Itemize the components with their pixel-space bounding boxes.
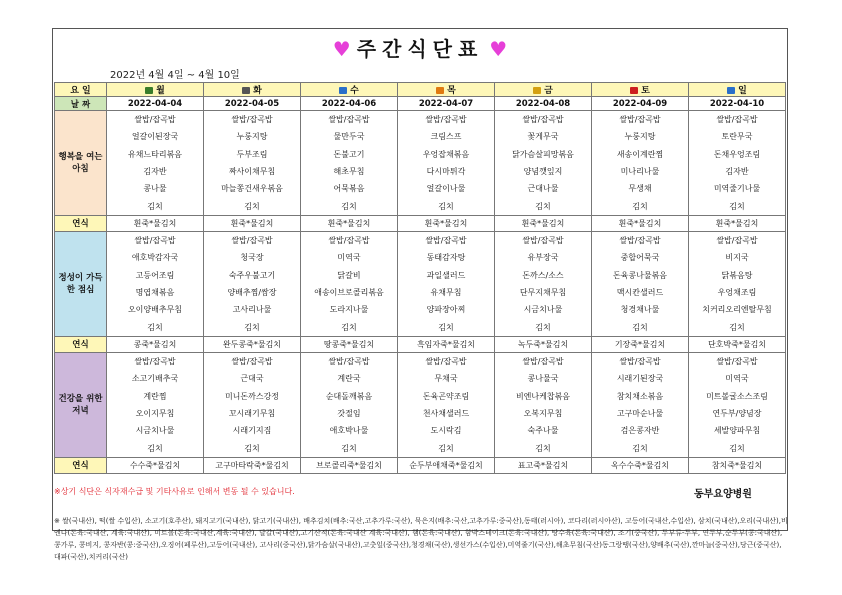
menu-item: 김치 (341, 201, 357, 211)
breakfast-row (55, 111, 786, 216)
breakfast-label: 행복을 여는 아침 (55, 111, 107, 216)
date-row (55, 97, 786, 111)
menu-item: 돈육콩나물볶음 (612, 270, 668, 280)
menu-item: 유채느타리볶음 (127, 149, 183, 159)
menu-item: 고등어조림 (135, 270, 175, 280)
lunch-day-cell (204, 232, 301, 337)
menu-item: 김치 (244, 201, 260, 211)
menu-item: 세발양파무침 (713, 426, 761, 436)
day-name: 금 (544, 86, 553, 96)
menu-table (54, 82, 786, 474)
menu-item: 김치 (341, 322, 357, 332)
menu-item: 쌀밥/잡곡밥 (134, 115, 176, 125)
day-cell (592, 83, 689, 97)
day-cell (689, 83, 786, 97)
menu-item: 돈채우엉조림 (713, 149, 761, 159)
snack-cell: 브로콜리죽*물김치 (301, 458, 398, 474)
snack-cell: 흰죽*물김치 (689, 216, 786, 232)
menu-item: 쌀밥/잡곡밥 (425, 357, 467, 367)
menu-item: 김치 (729, 443, 745, 453)
date-cell: 2022-04-05 (204, 97, 301, 111)
date-cell: 2022-04-08 (495, 97, 592, 111)
date-cell: 2022-04-09 (592, 97, 689, 111)
menu-item: 김치 (535, 443, 551, 453)
menu-item: 김치 (147, 322, 163, 332)
menu-item: 미역줄기나물 (713, 184, 761, 194)
snack-cell: 단호박죽*물김치 (689, 337, 786, 353)
menu-item: 돈까스/소스 (522, 270, 564, 280)
day-icon (339, 87, 347, 94)
menu-item: 콩나물국 (527, 374, 559, 384)
menu-item: 꽃게무국 (527, 132, 559, 142)
menu-item: 해초무침 (333, 167, 365, 177)
day-name: 일 (738, 86, 747, 96)
snack-cell: 기장죽*물김치 (592, 337, 689, 353)
snack-cell: 흰죽*물김치 (107, 216, 204, 232)
menu-item: 근대나물 (527, 184, 559, 194)
menu-item: 오이양배추무침 (127, 305, 183, 315)
day-cell (204, 83, 301, 97)
menu-item: 누룽지탕 (236, 132, 268, 142)
menu-item: 쌀밥/잡곡밥 (425, 115, 467, 125)
snack-cell: 흰죽*물김치 (592, 216, 689, 232)
menu-item: 누룽지탕 (624, 132, 656, 142)
menu-item: 마늘쫑건새우볶음 (221, 184, 283, 194)
day-name: 화 (253, 86, 262, 96)
breakfast-day-cell (301, 111, 398, 216)
menu-item: 쌀밥/잡곡밥 (231, 236, 273, 246)
menu-item: 김치 (729, 322, 745, 332)
day-name: 월 (156, 86, 165, 96)
dinner-day-cell (689, 353, 786, 458)
breakfast-day-cell (689, 111, 786, 216)
menu-item: 도라지나물 (329, 305, 369, 315)
menu-item: 양배추찜/쌈장 (227, 288, 277, 298)
menu-item: 청국장 (240, 253, 264, 263)
menu-item: 쌀밥/잡곡밥 (328, 115, 370, 125)
snack-cell: 흰죽*물김치 (398, 216, 495, 232)
menu-item: 근대국 (240, 374, 264, 384)
menu-item: 닭가슴살피망볶음 (512, 149, 574, 159)
menu-item: 시래기된장국 (616, 374, 664, 384)
day-icon (436, 87, 444, 94)
page-title (52, 33, 788, 62)
snack-cell: 흰죽*물김치 (204, 216, 301, 232)
menu-item: 쌀밥/잡곡밥 (716, 236, 758, 246)
menu-item: 쌀밥/잡곡밥 (619, 236, 661, 246)
snack-label: 연식 (55, 458, 107, 474)
date-cell: 2022-04-06 (301, 97, 398, 111)
menu-item: 김치 (438, 322, 454, 332)
snack-cell: 콩죽*물김치 (107, 337, 204, 353)
menu-item: 쌀밥/잡곡밥 (522, 115, 564, 125)
lunch-day-cell (398, 232, 495, 337)
menu-item: 닭볶음탕 (721, 270, 753, 280)
menu-item: 계란찜 (143, 391, 167, 401)
heart-icon: ♥ (332, 37, 351, 61)
snack-cell: 수수죽*물김치 (107, 458, 204, 474)
snack-cell: 땅콩죽*물김치 (301, 337, 398, 353)
menu-item: 맥시칸샐러드 (616, 288, 664, 298)
day-icon (145, 87, 153, 94)
day-icon (242, 87, 250, 94)
day-header-label: 요 일 (55, 83, 107, 97)
menu-item: 쌀밥/잡곡밥 (231, 357, 273, 367)
snack-cell: 고구마타락죽*물김치 (204, 458, 301, 474)
breakfast-day-cell (592, 111, 689, 216)
menu-item: 미역국 (725, 374, 749, 384)
menu-item: 쌀밥/잡곡밥 (134, 357, 176, 367)
menu-item: 쌀밥/잡곡밥 (134, 236, 176, 246)
dinner-snack-row (55, 458, 786, 474)
snack-cell: 완두콩죽*물김치 (204, 337, 301, 353)
day-name: 목 (447, 86, 456, 96)
notice-text: ※상기 식단은 식자재수급 및 기타사유로 인해서 변동 될 수 있습니다. (54, 487, 295, 496)
breakfast-day-cell (398, 111, 495, 216)
day-cell (107, 83, 204, 97)
menu-item: 토란무국 (721, 132, 753, 142)
day-cell (301, 83, 398, 97)
menu-item: 쌀밥/잡곡밥 (231, 115, 273, 125)
date-cell: 2022-04-04 (107, 97, 204, 111)
day-icon (533, 87, 541, 94)
menu-item: 꼬시래기무침 (228, 409, 276, 419)
menu-item: 우엉잡채볶음 (422, 149, 470, 159)
heart-icon: ♥ (489, 37, 508, 61)
day-name: 수 (350, 86, 359, 96)
menu-item: 소고기배추국 (131, 374, 179, 384)
snack-cell: 흰죽*물김치 (495, 216, 592, 232)
date-cell: 2022-04-07 (398, 97, 495, 111)
menu-item: 도시락김 (430, 426, 462, 436)
menu-item: 과일샐러드 (426, 270, 466, 280)
menu-item: 김치 (729, 201, 745, 211)
menu-item: 어묵볶음 (333, 184, 365, 194)
menu-item: 쌀밥/잡곡밥 (716, 115, 758, 125)
menu-item: 쌀밥/잡곡밥 (619, 115, 661, 125)
menu-item: 오이지무침 (135, 409, 175, 419)
origin-info: ※ 쌀(국내산), 떡(쌀 수입산), 소고기(호주산), 돼지고기(국내산), 닭고기(국내산), 배추김치(배추:국산,고추가루:국산), 묵은지(배추:국산,고추가루:중국산),동태(러시아), 코다리(러시아산), 고등어(국내산,수입산), 삼치(국내산),오리(국내산),비엔나(돈육:국내산, 계육:국내산), 미트볼(돈육:국내산,계육:국내산), 달걀(국내산),고기산적(돈육:국내산 계육:국내산), 햄(돈육:국내산), 함박스테이크(돈육:국내산), 탕수육(돈육:국내산), 조기(중국산), 두부류-두부, 연두부,순두부(콩:국내산), 콩가루, 콩비지, 콩자반(콩:중국산),오징어(페루산),고등어(국내산), 고사리(중국산),닭가슴살(국내산),고춧잎(중국산),청경채(국산),생선가스(수입산),미역줄기(국산),해초무침(국산)동그랑땡(국산),양배추(국산),깐마늘(중국산),당근(중국산),대파(국산),치커리(국산) (54, 517, 788, 561)
menu-item: 김치 (535, 201, 551, 211)
day-row (55, 83, 786, 97)
menu-item: 무생채 (628, 184, 652, 194)
snack-cell: 옥수수죽*물김치 (592, 458, 689, 474)
menu-item: 크림스프 (430, 132, 462, 142)
menu-item: 시금치나물 (135, 426, 175, 436)
menu-item: 쌀밥/잡곡밥 (328, 357, 370, 367)
menu-item: 중합어묵국 (620, 253, 660, 263)
date-cell: 2022-04-10 (689, 97, 786, 111)
menu-item: 순대돌깨볶음 (325, 391, 373, 401)
menu-item: 동태감자탕 (426, 253, 466, 263)
snack-cell: 표고죽*물김치 (495, 458, 592, 474)
menu-item: 연두부/양념장 (712, 409, 762, 419)
menu-item: 비지국 (725, 253, 749, 263)
lunch-day-cell (107, 232, 204, 337)
hospital-name: 동부요양병원 (694, 489, 752, 500)
lunch-snack-row (55, 337, 786, 353)
menu-item: 김치 (632, 322, 648, 332)
lunch-label: 정성이 가득한 점심 (55, 232, 107, 337)
snack-label: 연식 (55, 337, 107, 353)
menu-item: 쌀밥/잡곡밥 (619, 357, 661, 367)
menu-item: 돈육곤약조림 (422, 391, 470, 401)
menu-item: 양파장아찌 (426, 305, 466, 315)
menu-item: 김자반 (725, 167, 749, 177)
menu-item: 김치 (438, 443, 454, 453)
title-text: 주간식단표 (356, 37, 484, 61)
breakfast-day-cell (204, 111, 301, 216)
menu-item: 쌀밥/잡곡밥 (425, 236, 467, 246)
menu-item: 짜사이채무침 (228, 167, 276, 177)
menu-item: 김치 (438, 201, 454, 211)
menu-item: 시금치나물 (523, 305, 563, 315)
menu-item: 김치 (632, 443, 648, 453)
menu-item: 오복지무침 (523, 409, 563, 419)
menu-item: 청경채나물 (620, 305, 660, 315)
menu-item: 고구마순나물 (616, 409, 664, 419)
menu-item: 유부장국 (527, 253, 559, 263)
menu-item: 양념깻잎지 (523, 167, 563, 177)
menu-item: 치커리오리엔탈무침 (702, 305, 772, 315)
menu-item: 쌀밥/잡곡밥 (522, 357, 564, 367)
menu-item: 김치 (147, 443, 163, 453)
menu-item: 단무지채무침 (519, 288, 567, 298)
breakfast-snack-row (55, 216, 786, 232)
dinner-day-cell (204, 353, 301, 458)
snack-cell: 순두부애채죽*물김치 (398, 458, 495, 474)
menu-item: 애송이브로콜리볶음 (314, 288, 384, 298)
lunch-day-cell (592, 232, 689, 337)
menu-item: 쌀밥/잡곡밥 (328, 236, 370, 246)
period-text: 2022년 4월 4일 ~ 4월 10일 (110, 70, 240, 81)
menu-item: 우엉채조림 (717, 288, 757, 298)
menu-item: 김치 (244, 443, 260, 453)
menu-item: 갓절임 (337, 409, 361, 419)
menu-item: 김치 (147, 201, 163, 211)
menu-item: 비엔나케찹볶음 (515, 391, 571, 401)
day-cell (495, 83, 592, 97)
menu-item: 김치 (535, 322, 551, 332)
dinner-label: 건강을 위한 저녁 (55, 353, 107, 458)
dinner-row (55, 353, 786, 458)
menu-item: 참치채소볶음 (616, 391, 664, 401)
dinner-day-cell (301, 353, 398, 458)
day-icon (727, 87, 735, 94)
lunch-day-cell (301, 232, 398, 337)
day-name: 토 (641, 86, 650, 96)
snack-cell: 흑임자죽*물김치 (398, 337, 495, 353)
menu-item: 쌀밥/잡곡밥 (522, 236, 564, 246)
breakfast-day-cell (107, 111, 204, 216)
day-cell (398, 83, 495, 97)
menu-item: 미나리나물 (620, 167, 660, 177)
menu-item: 미니돈까스강정 (224, 391, 280, 401)
day-icon (630, 87, 638, 94)
menu-item: 숙주나물 (527, 426, 559, 436)
lunch-day-cell (495, 232, 592, 337)
lunch-day-cell (689, 232, 786, 337)
menu-item: 애호박감자국 (131, 253, 179, 263)
dinner-day-cell (107, 353, 204, 458)
menu-item: 김치 (341, 443, 357, 453)
menu-item: 시래기지짐 (232, 426, 272, 436)
dinner-day-cell (398, 353, 495, 458)
menu-item: 다시마튀각 (426, 167, 466, 177)
menu-item: 계란국 (337, 374, 361, 384)
menu-item: 유채무침 (430, 288, 462, 298)
lunch-row (55, 232, 786, 337)
dinner-day-cell (495, 353, 592, 458)
menu-item: 얼갈이나물 (426, 184, 466, 194)
menu-item: 김자반 (143, 167, 167, 177)
breakfast-day-cell (495, 111, 592, 216)
menu-item: 물만두국 (333, 132, 365, 142)
menu-item: 두부조림 (236, 149, 268, 159)
menu-item: 미역국 (337, 253, 361, 263)
menu-item: 애호박나물 (329, 426, 369, 436)
menu-item: 천사채샐러드 (422, 409, 470, 419)
menu-item: 고사리나물 (232, 305, 272, 315)
menu-item: 검은콩자반 (620, 426, 660, 436)
menu-item: 명엽채볶음 (135, 288, 175, 298)
menu-item: 쌀밥/잡곡밥 (716, 357, 758, 367)
date-header-label: 날 짜 (55, 97, 107, 111)
snack-cell: 흰죽*물김치 (301, 216, 398, 232)
menu-item: 닭갈비 (337, 270, 361, 280)
menu-item: 얼갈이된장국 (131, 132, 179, 142)
menu-item: 무채국 (434, 374, 458, 384)
snack-label: 연식 (55, 216, 107, 232)
dinner-day-cell (592, 353, 689, 458)
menu-item: 돈불고기 (333, 149, 365, 159)
snack-cell: 녹두죽*물김치 (495, 337, 592, 353)
menu-item: 미트볼굴소스조림 (706, 391, 768, 401)
menu-item: 숙주우불고기 (228, 270, 276, 280)
menu-item: 새송이계란찜 (616, 149, 664, 159)
menu-item: 콩나물 (143, 184, 167, 194)
menu-item: 김치 (632, 201, 648, 211)
snack-cell: 참치죽*물김치 (689, 458, 786, 474)
menu-item: 김치 (244, 322, 260, 332)
